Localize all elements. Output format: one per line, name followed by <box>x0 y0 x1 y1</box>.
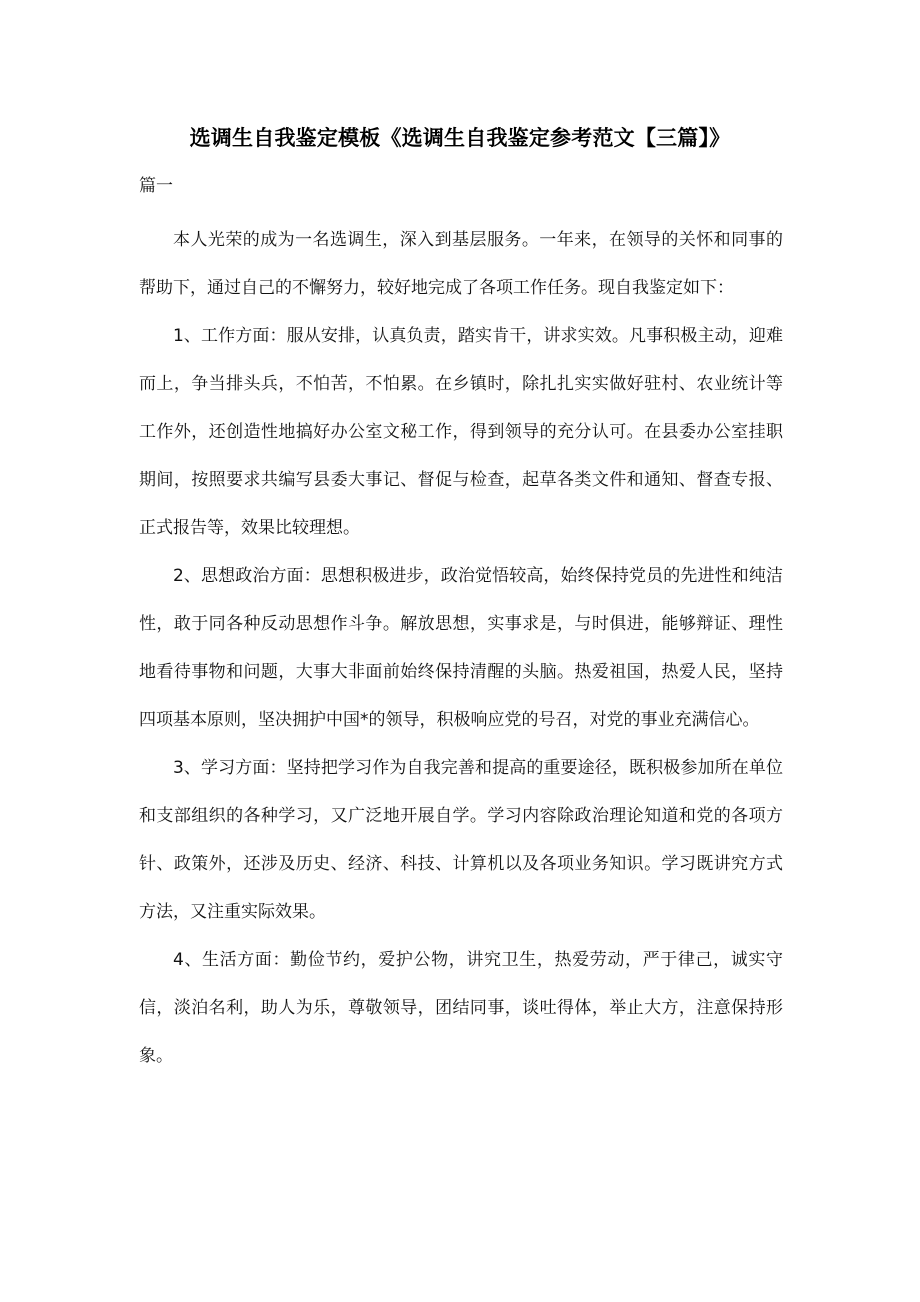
paragraph-study: 3、学习方面：坚持把学习作为自我完善和提高的重要途径，既积极参加所在单位和支部组织的各种学习，又广泛地开展自学。学习内容除政治理论知道和党的各项方针、政策外，还涉及历史、经济、科技、计算机以及各项业务知识。学习既讲究方式方法，又注重实际效果。 <box>139 758 783 922</box>
paragraph-intro: 本人光荣的成为一名选调生，深入到基层服务。一年来，在领导的关怀和同事的帮助下，通过自己的不懈努力，较好地完成了各项工作任务。现自我鉴定如下： <box>139 230 783 298</box>
section-label: 篇一 <box>139 176 173 196</box>
paragraph-work: 1、工作方面：服从安排，认真负责，踏实肯干，讲求实效。凡事积极主动，迎难而上，争当排头兵，不怕苦，不怕累。在乡镇时，除扎扎实实做好驻村、农业统计等工作外，还创造性地搞好办公室文秘工作，得到领导的充分认可。在县委办公室挂职期间，按照要求共编写县委大事记、督促与检查，起草各类文件和通知、督查专报、正式报告等，效果比较理想。 <box>139 326 783 538</box>
paragraph-politics: 2、思想政治方面：思想积极进步，政治觉悟较高，始终保持党员的先进性和纯洁性，敢于同各种反动思想作斗争。解放思想，实事求是，与时俱进，能够辩证、理性地看待事物和问题，大事大非面前始终保持清醒的头脑。热爱祖国，热爱人民，坚持四项基本原则，坚决拥护中国*的领导，积极响应党的号召，对党的事业充满信心。 <box>139 566 783 730</box>
document-body <box>139 170 783 1080</box>
paragraph-life: 4、生活方面：勤俭节约，爱护公物，讲究卫生，热爱劳动，严于律己，诚实守信，淡泊名利，助人为乐，尊敬领导，团结同事，谈吐得体，举止大方，注意保持形象。 <box>139 950 783 1066</box>
document-title: 选调生自我鉴定模板《选调生自我鉴定参考范文【三篇】》 <box>189 126 731 150</box>
